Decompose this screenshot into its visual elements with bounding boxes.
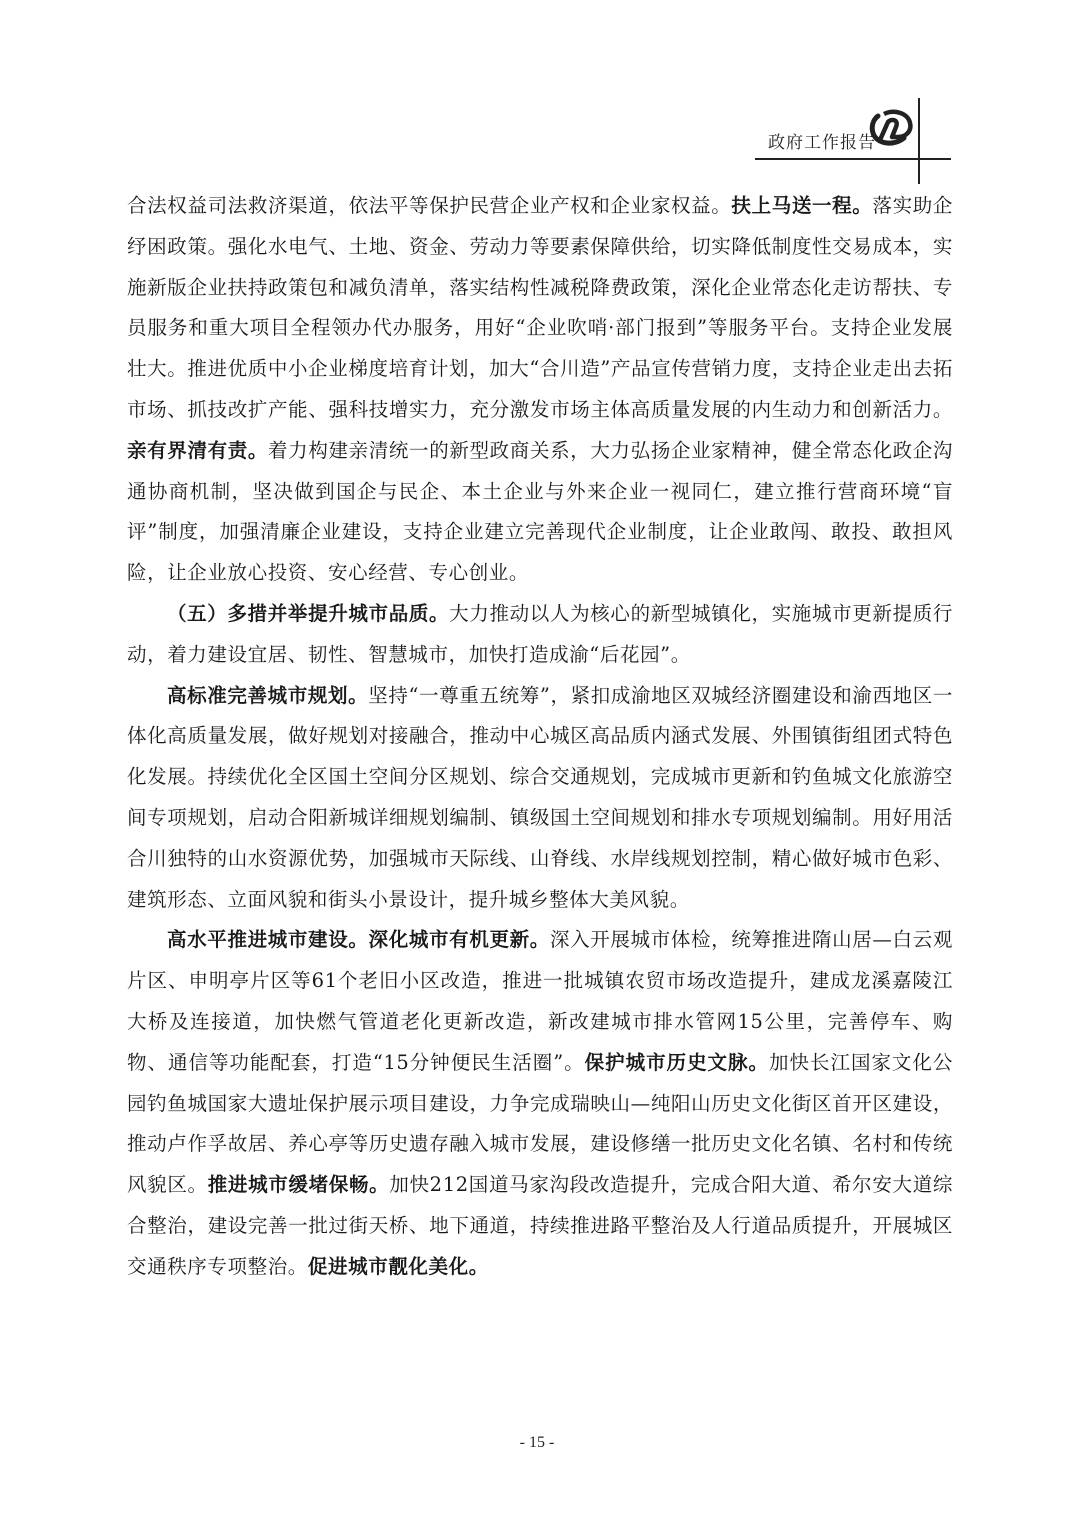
- page-number: - 15 -: [519, 1434, 555, 1451]
- header-vertical-rule: [918, 98, 920, 184]
- bold-heading-text: 保护城市历史文脉。: [584, 1050, 770, 1074]
- paragraph-city-construction: [127, 920, 953, 1287]
- body-text: 合法权益司法救济渠道，依法平等保护民营企业产权和企业家权益。: [127, 194, 732, 217]
- bold-heading-text: 高标准完善城市规划。: [167, 683, 369, 707]
- body-text: 深入开展城市体检，统筹推进隋山居—白云观片区、申明亭片区等61个老旧小区改造，推进一批城镇农贸市场改造提升，建成龙溪嘉陵江大桥及连接道，加快燃气管道老化更新改造，新改建城市排水管网15公里，完善停车、购物、通信等功能配套，打造“15分钟便民生活圈”。: [127, 928, 953, 1074]
- paragraph-private-enterprise-support: [127, 186, 953, 594]
- document-body: [127, 186, 953, 1288]
- paragraph-city-planning: [127, 676, 953, 921]
- body-text: 着力构建亲清统一的新型政商关系，大力弘扬企业家精神，健全常态化政企沟通协商机制，坚决做到国企与民企、本土企业与外来企业一视同仁，建立推行营商环境“盲评”制度，加强清廉企业建设，支持企业建立完善现代企业制度，让企业敢闯、敢投、敢担风险，让企业放心投资、安心经营、专心创业。: [127, 438, 953, 585]
- paragraph-section-five-city-quality: [127, 594, 953, 676]
- header-horizontal-rule: [755, 158, 951, 160]
- header-title: 政府工作报告: [768, 133, 876, 153]
- page-header: [0, 0, 1074, 190]
- bold-heading-text: 亲有界清有责。: [127, 438, 269, 462]
- bold-heading-text: 推进城市缓堵保畅。: [207, 1173, 390, 1197]
- body-text: 坚持“一尊重五统筹”，紧扣成渝地区双城经济圈建设和渝西地区一体化高质量发展，做好规划对接融合，推动中心城区高品质内涵式发展、外围镇街组团式特色化发展。持续优化全区国土空间分区规划、综合交通规划，完成城市更新和钓鱼城文化旅游空间专项规划，启动合阳新城详细规划编制、镇级国土空间规划和排水专项规划编制。用好用活合川独特的山水资源优势，加强城市天际线、山脊线、水岸线规划控制，精心做好城市色彩、建筑形态、立面风貌和街头小景设计，提升城乡整体大美风貌。: [127, 683, 953, 911]
- body-text: 加快长江国家文化公园钓鱼城国家大遗址保护展示项目建设，力争完成瑞映山—纯阳山历史文化街区首开区建设，推动卢作孚故居、养心亭等历史遗存融入城市发展，建设修缮一批历史文化名镇、名村和传统风貌区。: [127, 1050, 953, 1197]
- bold-heading-text: 高水平推进城市建设。: [167, 928, 369, 952]
- bold-heading-text: 促进城市靓化美化。: [307, 1254, 489, 1278]
- bold-heading-text: 扶上马送一程。: [731, 194, 873, 217]
- body-text: 大力推动以人为核心的新型城镇化，实施城市更新提质行动，着力建设宜居、韧性、智慧城市，加快打造成渝“后花园”。: [127, 601, 953, 666]
- body-text: 落实助企纾困政策。强化水电气、土地、资金、劳动力等要素保障供给，切实降低制度性交易成本，实施新版企业扶持政策包和减负清单，落实结构性减税降费政策，深化企业常态化走访帮扶、专员服务和重大项目全程领办代办服务，用好“企业吹哨·部门报到”等服务平台。支持企业发展壮大。推进优质中小企业梯度培育计划，加大“合川造”产品宣传营销力度，支持企业走出去拓市场、抓技改扩产能、强科技增实力，充分激发市场主体高质量发展的内生动力和创新活力。: [127, 194, 953, 421]
- bold-heading-text: 深化城市有机更新。: [368, 928, 550, 952]
- bold-heading-text: （五）多措并举提升城市品质。: [167, 601, 450, 625]
- government-report-logo-icon: [868, 108, 914, 148]
- body-text: 加快212国道马家沟段改造提升，完成合阳大道、希尔安大道综合整治，建设完善一批过街天桥、地下通道，持续推进路平整治及人行道品质提升，开展城区交通秩序专项整治。: [127, 1173, 953, 1278]
